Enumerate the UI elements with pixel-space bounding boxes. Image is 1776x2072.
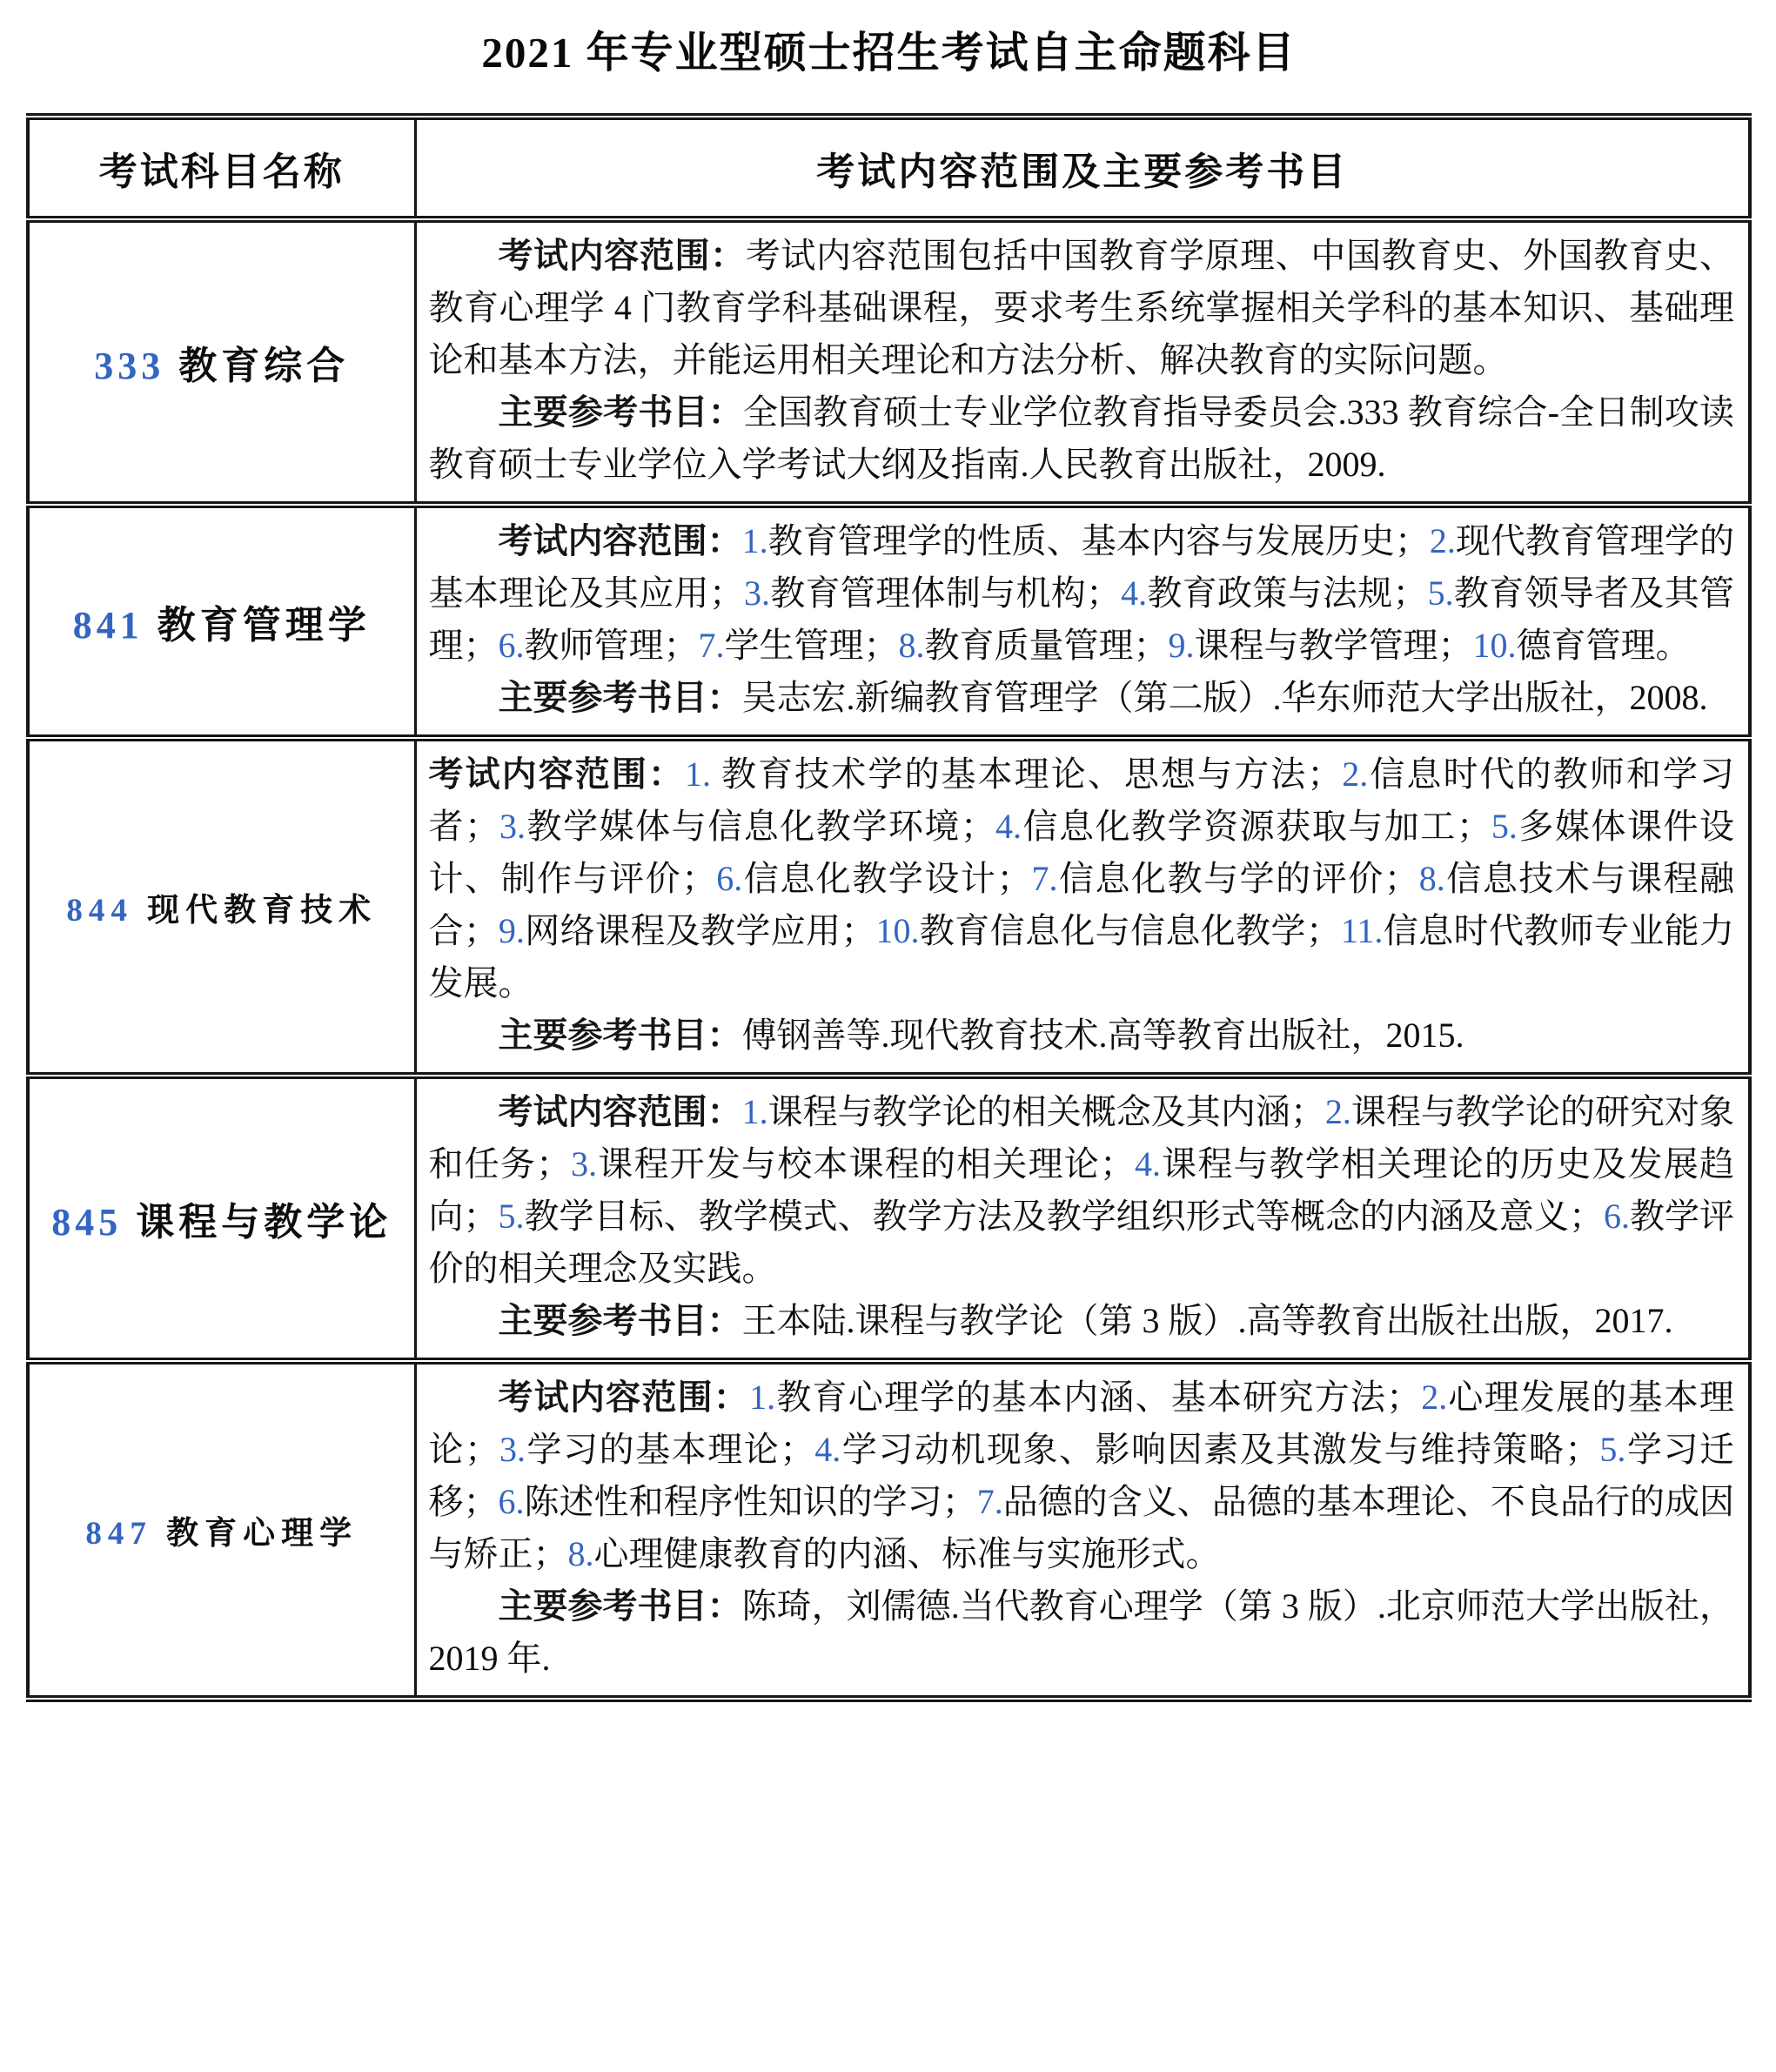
enumeration-number: 9. — [1168, 626, 1195, 665]
table-header-row — [28, 117, 1750, 219]
subject-name-cell: 845 课程与教学论 — [28, 1076, 415, 1361]
reference-books-paragraph: 主要参考书目：全国教育硕士专业学位教育指导委员会.333 教育综合-全日制攻读教育硕士专业学位入学考试大纲及指南.人民教育出版社，2009. — [428, 392, 1734, 484]
subject-code: 333 — [94, 345, 165, 387]
enumeration-number: 3. — [499, 1430, 526, 1469]
subject-code: 847 — [85, 1516, 152, 1552]
content-scope-paragraph: 考试内容范围：1.教育管理学的性质、基本内容与发展历史；2.现代教育管理学的基本理论及其应用；3.教育管理体制与机构；4.教育政策与法规；5.教育领导者及其管理；6.教师管理；7.学生管理；8.教育质量管理；9.课程与教学管理；10.德育管理。 — [428, 521, 1735, 665]
table-row — [28, 738, 1750, 1076]
column-header-content-scope: 考试内容范围及主要参考书目 — [415, 117, 1750, 219]
table-row — [28, 219, 1750, 505]
content-scope-paragraph: 考试内容范围：考试内容范围包括中国教育学原理、中国教育史、外国教育史、教育心理学 4 门教育学科基础课程，要求考生系统掌握相关学科的基本知识、基础理论和基本方法，并能运用相关理论和方法分析、解决教育的实际问题。 — [428, 236, 1735, 379]
subject-code: 841 — [72, 604, 144, 647]
paragraph-label: 考试内容范围： — [498, 236, 746, 275]
enumeration-number: 4. — [814, 1430, 841, 1469]
enumeration-number: 8. — [898, 626, 925, 665]
enumeration-number: 7. — [698, 626, 725, 665]
enumeration-number: 2. — [1429, 521, 1456, 560]
enumeration-number: 2. — [1342, 754, 1369, 794]
paragraph-label: 主要参考书目： — [498, 392, 743, 432]
enumeration-number: 6. — [1603, 1197, 1630, 1236]
reference-books-paragraph: 主要参考书目：陈琦，刘儒德.当代教育心理学（第 3 版）.北京师范大学出版社，2019 年. — [428, 1586, 1735, 1678]
enumeration-number: 7. — [1031, 859, 1058, 898]
enumeration-number: 1. — [749, 1378, 776, 1417]
paragraph-label: 主要参考书目： — [498, 1301, 742, 1340]
paragraph-label: 主要参考书目： — [498, 1586, 742, 1626]
enumeration-number: 10. — [1472, 626, 1517, 665]
paragraph-label: 主要参考书目： — [498, 1016, 742, 1055]
enumeration-number: 4. — [1134, 1144, 1161, 1184]
paragraph-label: 主要参考书目： — [498, 678, 742, 717]
paragraph-label: 考试内容范围： — [498, 1378, 750, 1417]
enumeration-number: 1. — [741, 1092, 768, 1131]
enumeration-number: 11. — [1340, 911, 1384, 950]
enumeration-number: 4. — [995, 807, 1022, 846]
subject-content-cell — [415, 219, 1750, 505]
enumeration-number: 6. — [498, 1482, 525, 1521]
enumeration-number: 6. — [716, 859, 743, 898]
paragraph-label: 考试内容范围： — [498, 521, 742, 560]
enumeration-number: 8. — [567, 1534, 594, 1573]
subject-content-cell — [415, 738, 1750, 1076]
subject-name-cell: 844 现代教育技术 — [28, 738, 415, 1076]
enumeration-number: 1. — [741, 521, 768, 560]
table-body — [28, 219, 1750, 1699]
enumeration-number: 8. — [1418, 859, 1445, 898]
subject-name-cell: 333 教育综合 — [28, 219, 415, 505]
paragraph-label: 考试内容范围： — [498, 1092, 742, 1131]
table-row — [28, 505, 1750, 738]
enumeration-number: 10. — [875, 911, 920, 950]
subject-content-cell — [415, 1361, 1750, 1699]
enumeration-number: 2. — [1421, 1378, 1448, 1417]
table-row — [28, 1076, 1750, 1361]
reference-books-paragraph: 主要参考书目：王本陆.课程与教学论（第 3 版）.高等教育出版社出版，2017. — [498, 1301, 1673, 1340]
subject-code: 845 — [51, 1201, 123, 1244]
enumeration-number: 5. — [1427, 573, 1454, 613]
enumeration-number: 5. — [1491, 807, 1518, 846]
paragraph-label: 考试内容范围： — [428, 754, 686, 794]
enumeration-number: 9. — [498, 911, 525, 950]
content-scope-paragraph: 考试内容范围：1. 教育技术学的基本理论、思想与方法；2.信息时代的教师和学习者；3.教学媒体与信息化教学环境；4.信息化教学资源获取与加工；5.多媒体课件设计、制作与评价；6.信息化教学设计；7.信息化教与学的评价；8.信息技术与课程融合；9.网络课程及教学应用；10.教育信息化与信息化教学；11.信息时代教师专业能力发展。 — [428, 754, 1735, 1002]
content-scope-paragraph: 考试内容范围：1.教育心理学的基本内涵、基本研究方法；2.心理发展的基本理论；3.学习的基本理论；4.学习动机现象、影响因素及其激发与维持策略；5.学习迁移；6.陈述性和程序性知识的学习；7.品德的含义、品德的基本理论、不良品行的成因与矫正；8.心理健康教育的内涵、标准与实施形式。 — [428, 1378, 1735, 1573]
enumeration-number: 3. — [743, 573, 770, 613]
content-scope-paragraph: 考试内容范围：1.课程与教学论的相关概念及其内涵；2.课程与教学论的研究对象和任务；3.课程开发与校本课程的相关理论；4.课程与教学相关理论的历史及发展趋向；5.教学目标、教学模式、教学方法及教学组织形式等概念的内涵及意义；6.教学评价的相关理念及实践。 — [428, 1092, 1735, 1288]
enumeration-number: 3. — [571, 1144, 598, 1184]
subject-content-cell — [415, 505, 1750, 738]
enumeration-number: 7. — [976, 1482, 1003, 1521]
enumeration-number: 5. — [1599, 1430, 1626, 1469]
subject-name-cell: 841 教育管理学 — [28, 505, 415, 738]
subjects-table — [26, 113, 1752, 1702]
enumeration-number: 4. — [1121, 573, 1148, 613]
reference-books-paragraph: 主要参考书目：吴志宏.新编教育管理学（第二版）.华东师范大学出版社，2008. — [498, 678, 1708, 717]
page-title: 2021 年专业型硕士招生考试自主命题科目 — [481, 29, 1297, 77]
subject-name-cell: 847 教育心理学 — [28, 1361, 415, 1699]
subject-content-cell — [415, 1076, 1750, 1361]
enumeration-number: 3. — [499, 807, 526, 846]
enumeration-number: 1. — [685, 754, 712, 794]
enumeration-number: 5. — [498, 1197, 525, 1236]
enumeration-number: 2. — [1324, 1092, 1351, 1131]
column-header-subject-name: 考试科目名称 — [28, 117, 415, 219]
reference-books-paragraph: 主要参考书目：傅钢善等.现代教育技术.高等教育出版社，2015. — [498, 1016, 1464, 1055]
subject-code: 844 — [66, 893, 133, 929]
table-row — [28, 1361, 1750, 1699]
enumeration-number: 6. — [498, 626, 525, 665]
